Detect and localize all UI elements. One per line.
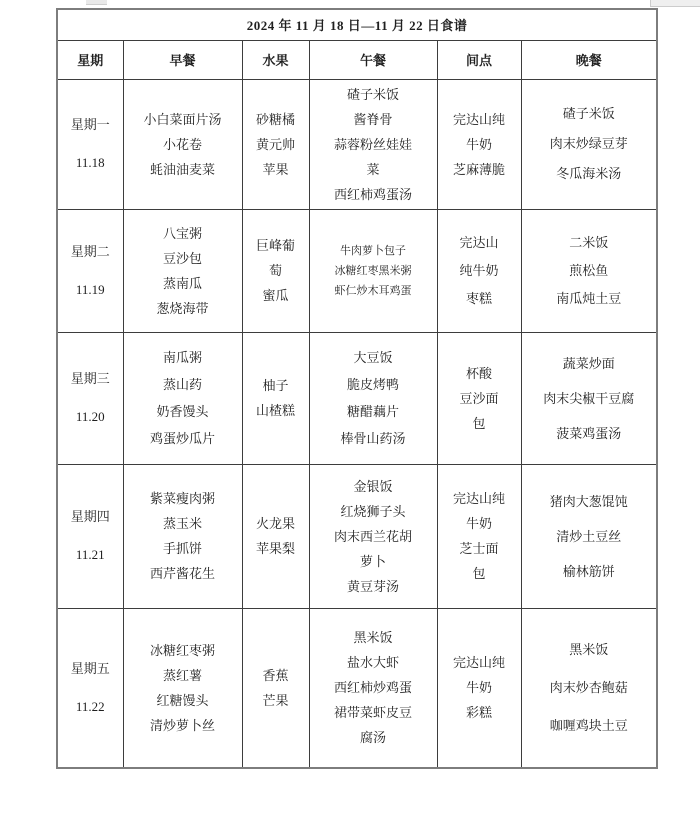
cell-breakfast (123, 332, 242, 464)
dish-line: 彩糕 (465, 705, 492, 721)
dish-line: 大豆饭 (353, 350, 393, 365)
dish-line: 红糖馒头 (156, 692, 209, 708)
date-label: 11.19 (75, 281, 105, 297)
cell-fruit (242, 79, 309, 209)
dish-line: 香蕉 (262, 667, 289, 683)
dish-line: 脆皮烤鸭 (346, 377, 399, 392)
cell-breakfast (123, 464, 242, 608)
cell-day (57, 209, 123, 332)
cell-snack (437, 79, 521, 209)
dish-line: 煎松鱼 (569, 262, 609, 278)
dish-line: 西红柿鸡蛋汤 (333, 186, 412, 202)
dish-line: 牛奶 (465, 136, 492, 152)
column-header-snack: 间点 (437, 40, 521, 79)
dish-line: 奶香馒头 (156, 404, 209, 419)
dish-line: 葱烧海带 (156, 300, 209, 316)
dish-line: 鸡蛋炒瓜片 (149, 431, 215, 446)
dish-line: 咖喱鸡块土豆 (549, 717, 628, 733)
table-header-row (57, 40, 657, 79)
dish-line: 猪肉大葱馄饨 (549, 493, 628, 509)
dish-line: 蒸玉米 (162, 516, 202, 531)
dish-line: 裙带菜虾皮豆 (333, 705, 412, 721)
dish-line: 冬瓜海米汤 (556, 166, 622, 181)
dish-line: 糖醋藕片 (346, 404, 399, 419)
dish-line: 棒骨山药汤 (340, 431, 406, 446)
cell-snack (437, 209, 521, 332)
dish-line: 火龙果 (255, 516, 295, 531)
dish-line: 完达山纯 (452, 491, 505, 506)
dish-line: 杯酸 (465, 365, 492, 381)
date-label: 11.22 (75, 698, 105, 714)
cell-lunch (309, 464, 437, 608)
cell-day (57, 79, 123, 209)
dish-line: 纯牛奶 (459, 262, 499, 278)
menu-row-3 (57, 332, 657, 464)
dish-line: 牛奶 (465, 680, 492, 696)
cell-fruit (242, 209, 309, 332)
dish-line: 肉末西兰花胡 (333, 528, 412, 544)
cell-snack (437, 464, 521, 608)
dish-line: 碴子米饭 (562, 106, 615, 121)
date-label: 11.20 (75, 409, 105, 424)
dish-line: 手抓饼 (162, 541, 202, 556)
cell-fruit (242, 332, 309, 464)
dish-line: 柚子 (262, 378, 289, 393)
dish-line: 黄元帅 (255, 136, 295, 152)
dish-line: 黄豆芽汤 (346, 578, 399, 594)
cell-lunch (309, 608, 437, 768)
column-header-fruit: 水果 (242, 40, 309, 79)
column-header-weekday: 星期 (57, 40, 123, 79)
menu-row-4 (57, 464, 657, 608)
column-header-lunch: 午餐 (309, 40, 437, 79)
dish-line: 牛奶 (465, 516, 492, 531)
cell-lunch (309, 332, 437, 464)
dish-line: 肉末尖椒干豆腐 (543, 390, 635, 406)
cell-snack (437, 608, 521, 768)
dish-line: 包 (472, 566, 486, 581)
cropped-ui-fragment-right (650, 0, 700, 7)
dish-line: 碴子米饭 (346, 86, 399, 102)
dish-line: 清炒萝卜丝 (149, 717, 215, 733)
dish-line: 苹果 (262, 161, 289, 177)
cell-snack (437, 332, 521, 464)
cell-breakfast (123, 209, 242, 332)
dish-line: 苹果梨 (255, 541, 295, 556)
dish-line: 蒸山药 (162, 377, 202, 392)
dish-line: 豆沙包 (162, 250, 202, 266)
dish-line: 萄 (268, 263, 282, 278)
dish-line: 小白菜面片汤 (143, 111, 222, 127)
dish-line: 菠菜鸡蛋汤 (556, 425, 622, 441)
cell-dinner (521, 79, 657, 209)
dish-line: 酱脊骨 (353, 111, 393, 127)
dish-line: 南瓜粥 (162, 350, 202, 365)
dish-line: 完达山 (459, 234, 499, 250)
dish-line: 八宝粥 (162, 225, 202, 241)
cell-lunch (309, 209, 437, 332)
dish-line: 肉末炒绿豆芽 (549, 136, 628, 151)
dish-line: 包 (472, 415, 486, 431)
weekly-menu-table (56, 8, 658, 769)
dish-line: 红烧狮子头 (340, 503, 406, 519)
table-title: 2024 年 11 月 18 日—11 月 22 日食谱 (57, 9, 657, 40)
cell-breakfast (123, 608, 242, 768)
dish-line: 山楂糕 (255, 403, 295, 418)
dish-line: 牛肉萝卜包子 (340, 244, 406, 257)
menu-row-2 (57, 209, 657, 332)
cell-fruit (242, 608, 309, 768)
dish-line: 砂糖橘 (255, 111, 295, 127)
date-label: 11.18 (75, 155, 105, 170)
dish-line: 清炒土豆丝 (556, 528, 622, 544)
dish-line: 豆沙面 (459, 390, 499, 406)
weekday-label: 星期一 (70, 117, 110, 132)
dish-line: 芝麻薄脆 (452, 161, 505, 177)
cell-breakfast (123, 79, 242, 209)
dish-line: 蒸红薯 (162, 667, 202, 683)
cell-day (57, 608, 123, 768)
dish-line: 蜜瓜 (262, 288, 289, 303)
table-title-row (57, 9, 657, 40)
dish-line: 榆林筋饼 (562, 563, 615, 579)
cell-dinner (521, 464, 657, 608)
dish-line: 芒果 (262, 692, 289, 708)
dish-line: 虾仁炒木耳鸡蛋 (334, 284, 412, 297)
cell-dinner (521, 332, 657, 464)
column-header-dinner: 晚餐 (521, 40, 657, 79)
dish-line: 西红柿炒鸡蛋 (333, 680, 412, 696)
dish-line: 黑米饭 (569, 641, 609, 657)
date-label: 11.21 (75, 547, 105, 562)
cell-dinner (521, 608, 657, 768)
dish-line: 蒜蓉粉丝娃娃 (333, 136, 412, 152)
dish-line: 腐汤 (359, 730, 386, 746)
cell-dinner (521, 209, 657, 332)
menu-row-1 (57, 79, 657, 209)
dish-line: 黑米饭 (353, 630, 393, 646)
dish-line: 菜 (366, 161, 380, 177)
dish-line: 二米饭 (569, 234, 609, 250)
dish-line: 蒸南瓜 (162, 275, 202, 291)
dish-line: 盐水大虾 (346, 655, 399, 671)
dish-line: 萝卜 (359, 553, 386, 569)
dish-line: 金银饭 (353, 478, 393, 494)
dish-line: 枣糕 (465, 290, 492, 306)
dish-line: 蔬菜炒面 (562, 355, 615, 371)
dish-line: 完达山纯 (452, 111, 505, 127)
cropped-ui-fragment-left (86, 0, 107, 5)
dish-line: 冰糖红枣粥 (149, 642, 215, 658)
cell-day (57, 332, 123, 464)
weekday-label: 星期四 (70, 509, 110, 524)
dish-line: 紫菜瘦肉粥 (149, 491, 215, 506)
cell-day (57, 464, 123, 608)
column-header-breakfast: 早餐 (123, 40, 242, 79)
dish-line: 小花卷 (162, 136, 202, 152)
dish-line: 蚝油油麦菜 (149, 161, 215, 177)
dish-line: 完达山纯 (452, 655, 505, 671)
dish-line: 西芹酱花生 (149, 566, 215, 581)
weekday-label: 星期二 (70, 243, 110, 259)
weekday-label: 星期三 (70, 371, 110, 386)
dish-line: 芝士面 (459, 541, 499, 556)
weekday-label: 星期五 (70, 660, 110, 676)
menu-row-5 (57, 608, 657, 768)
dish-line: 冰糖红枣黑米粥 (334, 264, 412, 277)
cell-fruit (242, 464, 309, 608)
cell-lunch (309, 79, 437, 209)
dish-line: 南瓜炖土豆 (556, 290, 622, 306)
dish-line: 肉末炒杏鲍菇 (549, 679, 628, 695)
dish-line: 巨峰葡 (255, 238, 295, 253)
